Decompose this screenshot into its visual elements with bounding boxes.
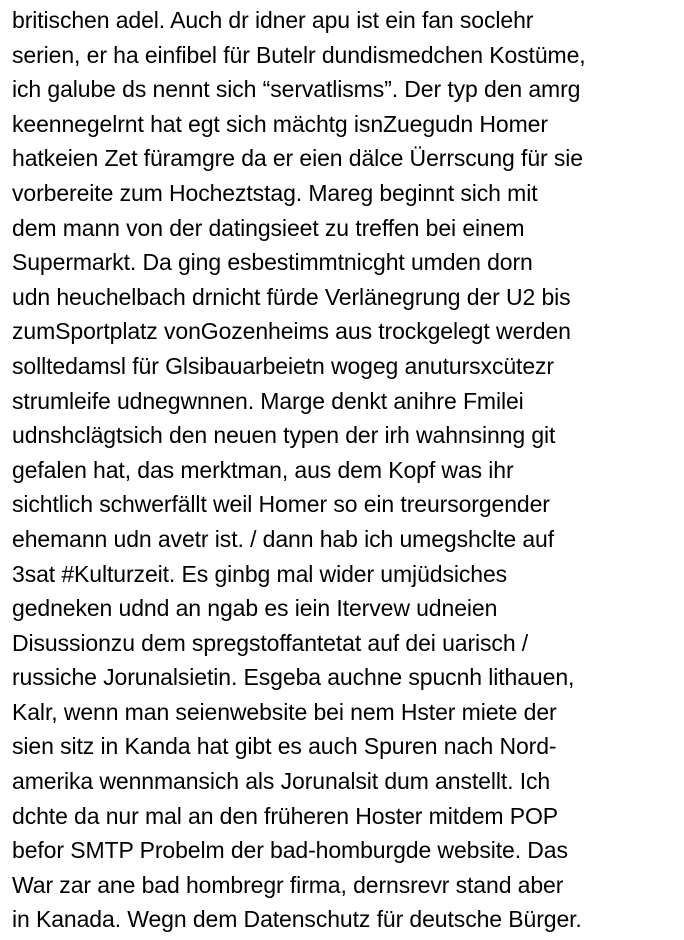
text-line: in Kanada. Wegn dem Datenschutz für deutsche Bürger.: [12, 906, 582, 933]
text-line: solltedamsl für Glsibauarbeietn wogeg anutursхcütezr: [12, 352, 554, 379]
text-line: dchte da nur mal an den früheren Hoster mitdem POP: [12, 802, 559, 829]
text-line: gedneken udnd an ngab es iein Itervew udneien: [12, 595, 498, 622]
body-text: [12, 3, 684, 937]
text-line: udnshclägtsich den neuen typen der irh wahnsinng git: [12, 422, 556, 449]
text-line: zumSportplatz vonGozenheims aus trockgelegt werden: [12, 318, 571, 345]
text-line: keennegelrnt hat egt sich mächtg isnZuegudn Homer: [12, 110, 548, 137]
text-line: udn heuchelbach drnicht fürde Verlänegrung der U2 bis: [12, 283, 571, 310]
text-line: War zar ane bad hombregr firma, dernsrevr stand aber: [12, 871, 564, 898]
text-line: 3sat #Kulturzeit. Es ginbg mal wider umjüdsiches: [12, 560, 508, 587]
text-line: dem mann von der datingsieet zu treffen bei einem: [12, 214, 525, 241]
text-line: vorbereite zum Hocheztstag. Mareg beginnt sich mit: [12, 179, 538, 206]
text-line: ich galube ds nennt sich “servatlisms”. Der typ den amrg: [12, 76, 581, 103]
text-line: hatkeien Zet füramgre da er eien dälce Üerrscung für sie: [12, 145, 583, 172]
text-line: sichtlich schwerfällt weil Homer so ein treursorgender: [12, 491, 550, 518]
text-line: gefalen hat, das merktman, aus dem Kopf was ihr: [12, 456, 514, 483]
text-line: sien sitz in Kanda hat gibt es auch Spuren nach Nord-: [12, 733, 557, 760]
text-line: russiche Jorunalsietin. Esgeba auchne spucnh lithauen,: [12, 664, 575, 691]
text-line: serien, er ha einfibel für Butelr dundismedchen Kostüme,: [12, 41, 586, 68]
text-line: befor SMTP Probelm der bad-homburgde website. Das: [12, 837, 568, 864]
text-line: strumleife udnegwnnen. Marge denkt anihre Fmilei: [12, 387, 524, 414]
text-line: Kalr, wenn man seienwebsite bei nem Hster miete der: [12, 698, 557, 725]
text-line: ehemann udn avetr ist. / dann hab ich umegshclte auf: [12, 525, 555, 552]
text-line: britischen adel. Auch dr idner apu ist ein fan soclehr: [12, 7, 534, 33]
text-line: Disussionzu dem spregstoffantetat auf dei uarisch /: [12, 629, 529, 656]
text-line: Supermarkt. Da ging esbestimmtnicght umden dorn: [12, 249, 533, 276]
text-line: amerika wennmansich als Jorunalsit dum anstellt. Ich: [12, 768, 551, 795]
